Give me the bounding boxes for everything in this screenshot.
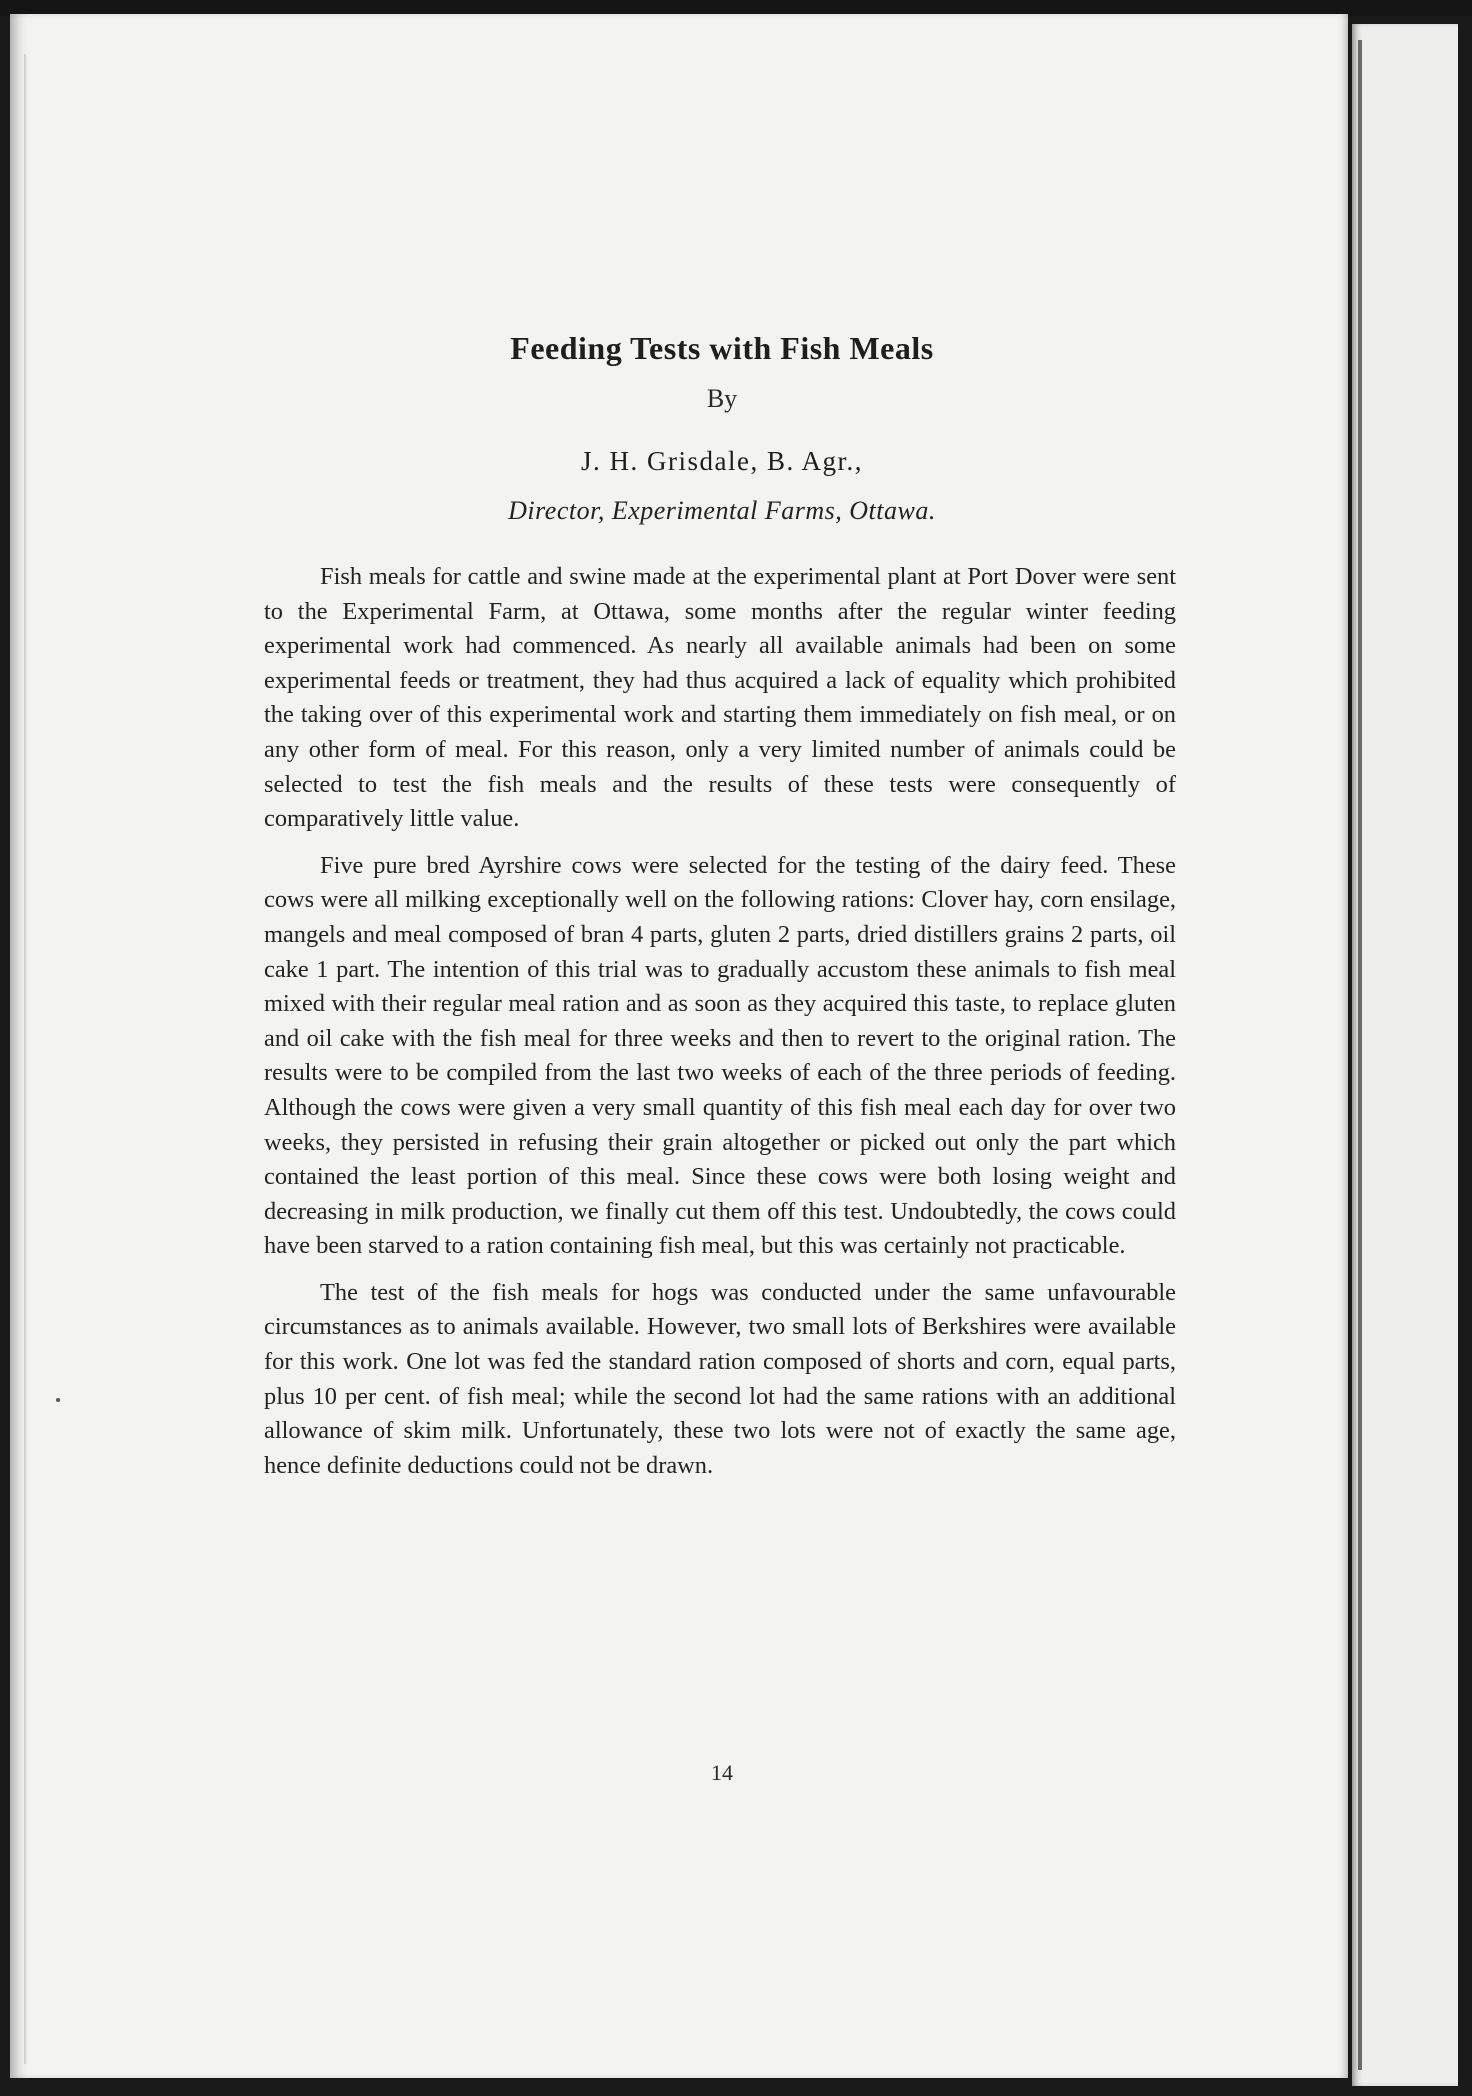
paragraph: Fish meals for cattle and swine made at the experimental plant at Port Dover were sent to the Experimental Farm, at Ottawa, some months after the regular winter feeding experimental work had commenced. As nearly all available animals had been on some experimental feeds or treatment, they had thus acquired a lack of equality which prohibited the taking over of this experimental work and starting them immediately on fish meal, or on any other form of meal. For this reason, only a very limited number of animals could be selected to test the fish meals and the results of these tests were consequently of comparatively little value. bbox=[264, 563, 1176, 833]
page-number: 14 bbox=[711, 1760, 733, 1785]
paragraph: Five pure bred Ayrshire cows were selected for the testing of the dairy feed. These cows were all milking exceptionally well on the following rations: Clover hay, corn ensilage, mangels and meal composed of bran 4 parts, gluten 2 parts, dried distillers grains 2 parts, oil cake 1 part. The intention of this trial was to gradually accustom these animals to fish meal mixed with their regular meal ration and as soon as they acquired this taste, to replace gluten and oil cake with the fish meal for three weeks and then to revert to the original ration. The results were to be compiled from the last two weeks of each of the three periods of feeding. Although the cows were given a very small quantity of this fish meal each day for over two weeks, they persisted in refusing their grain altogether or picked out only the part which contained the least portion of this meal. Since these cows were both losing weight and decreasing in milk production, we finally cut them off this test. Undoubtedly, the cows could have been starved to a ration containing fish meal, but this was certainly not practicable. bbox=[264, 851, 1176, 1260]
byline: By bbox=[706, 384, 738, 413]
author-affiliation: Director, Experimental Farms, Ottawa. bbox=[508, 496, 936, 525]
paragraph: The test of the fish meals for hogs was conducted under the same unfavourable circumstances as to animals available. However, two small lots of Berkshires were available for this work. One lot was fed the standard ration composed of shorts and corn, equal parts, plus 10 per cent. of fish meal; while the second lot had the same rations with an additional allowance of skim milk. Unfortunately, these two lots were not of exactly the same age, hence definite deductions could not be drawn. bbox=[264, 1278, 1176, 1479]
article-title: Feeding Tests with Fish Meals bbox=[510, 330, 934, 366]
author-name: J. H. Grisdale, B. Agr., bbox=[581, 446, 863, 476]
scan-speck bbox=[56, 1398, 60, 1402]
article-body bbox=[264, 560, 1176, 1495]
